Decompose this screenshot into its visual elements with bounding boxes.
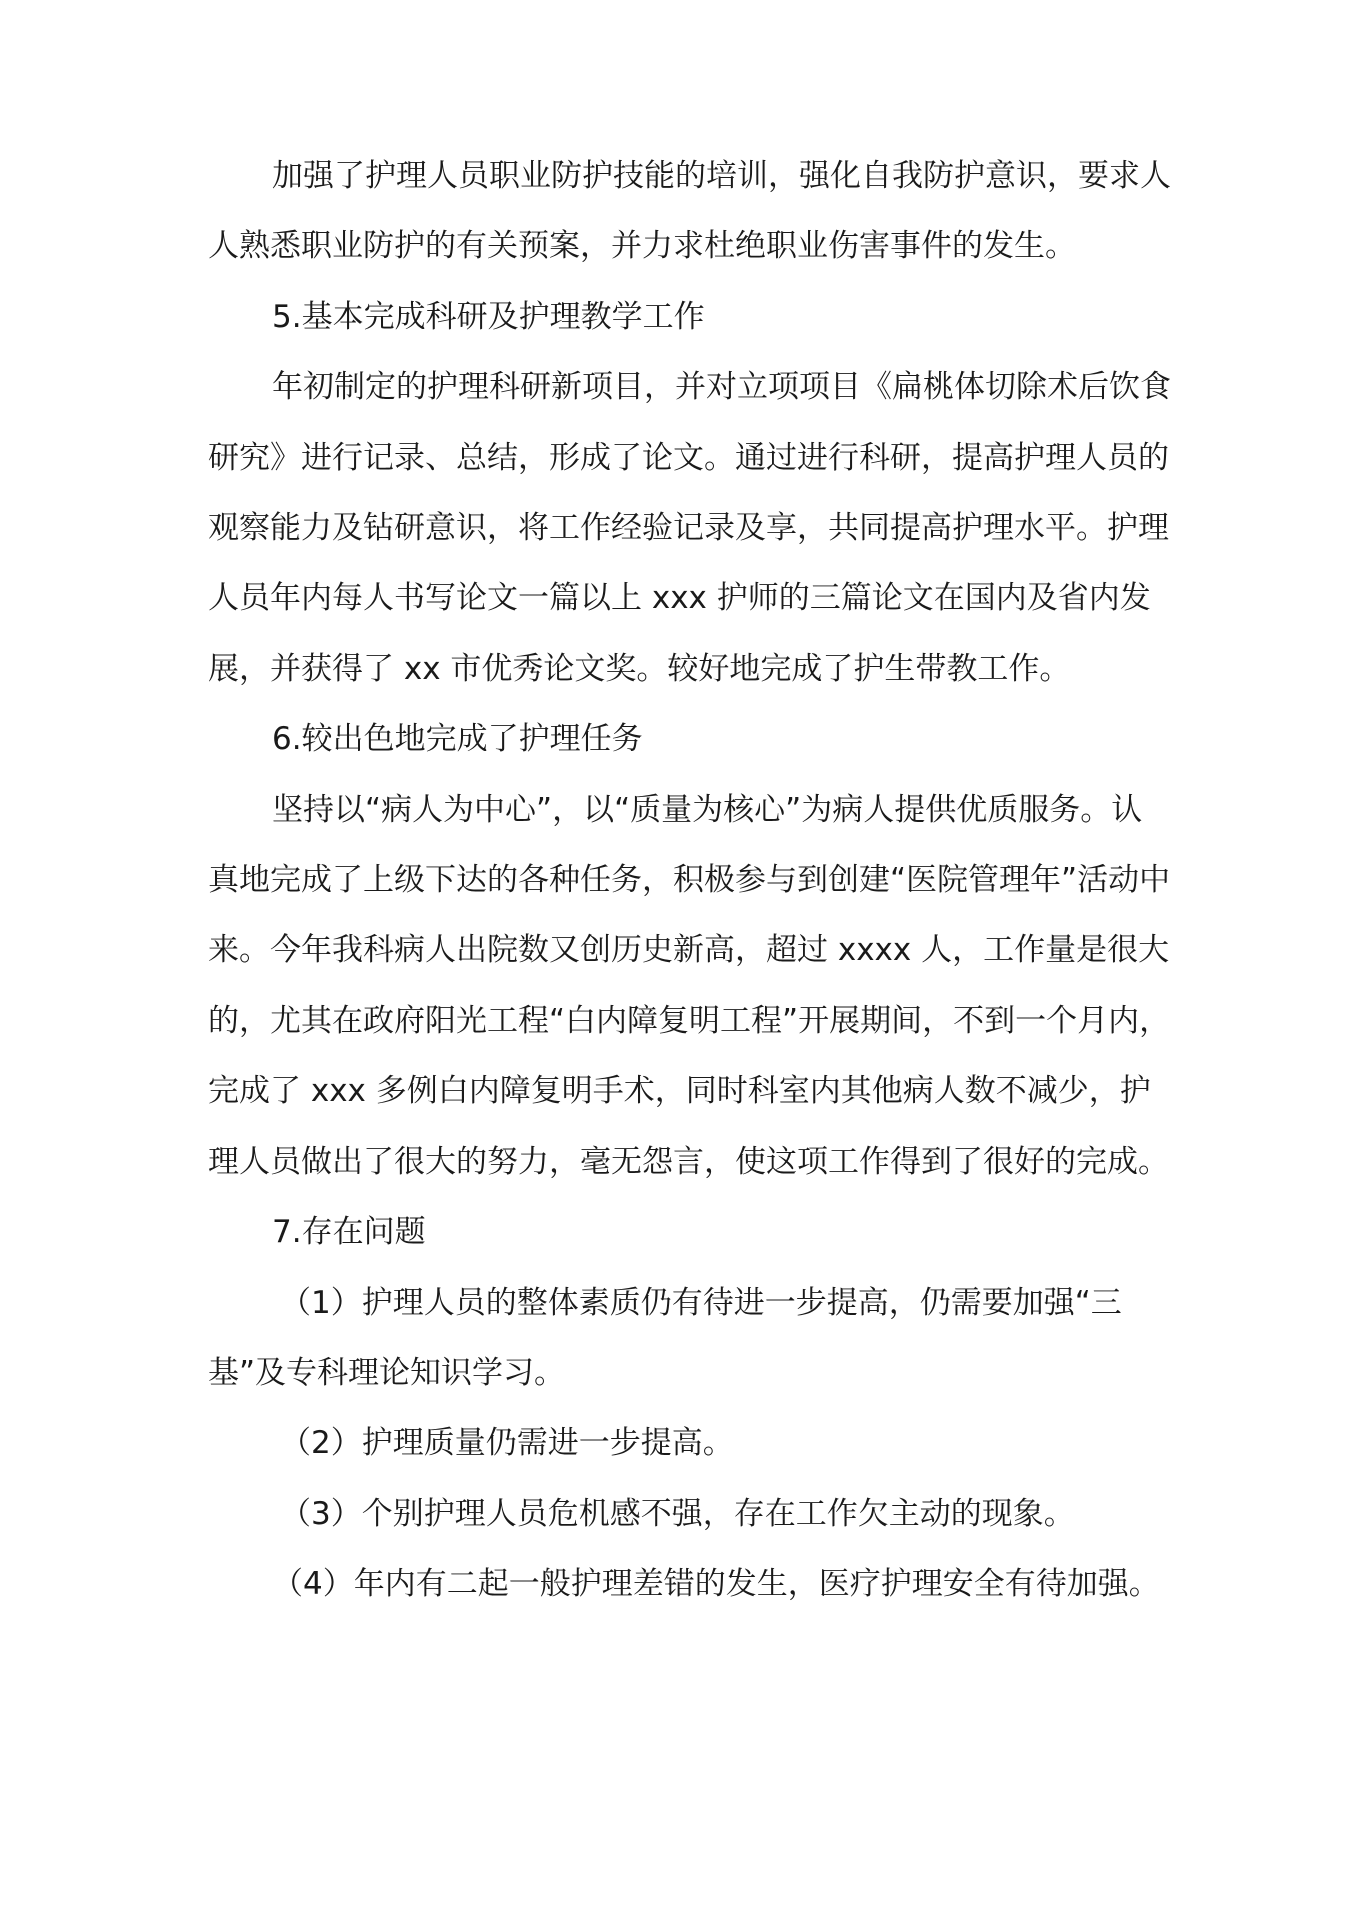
heading-nursing-tasks: 6.较出色地完成了护理任务 [272,721,643,758]
paragraph-nursing-tasks: 坚持以“病人为中心”，以“质量为核心”为病人提供优质服务。认真地完成了上级下达的各种任务，积极参与到创建“医院管理年”活动中来。今年我科病人出院数又创历史新高，超过 xxxx 人，工作量是很大的，尤其在政府阳光工程“白内障复明工程”开展期间，不到一个月内，完成了 xxx 多例白内障复明手术，同时科室内其他病人数不减少，护理人员做出了很大的努力，毫无怨言，使这项工作得到了很好的完成。 [208,791,1171,1180]
problem-item-4: （4）年内有二起一般护理差错的发生，医疗护理安全有待加强。 [272,1566,1160,1603]
paragraph-research-teaching: 年初制定的护理科研新项目，并对立项项目《扁桃体切除术后饮食研究》进行记录、总结，形成了论文。通过进行科研，提高护理人员的观察能力及钻研意识，将工作经验记录及享，共同提高护理水平。护理人员年内每人书写论文一篇以上 xxx 护师的三篇论文在国内及省内发展，并获得了 xx 市优秀论文奖。较好地完成了护生带教工作。 [208,369,1171,687]
heading-research-teaching: 5.基本完成科研及护理教学工作 [272,298,705,335]
heading-existing-problems: 7.存在问题 [272,1214,426,1251]
problem-item-3: （3）个别护理人员危机感不强，存在工作欠主动的现象。 [280,1495,1075,1532]
problem-item-1: （1）护理人员的整体素质仍有待进一步提高，仍需要加强“三基”及专科理论知识学习。 [208,1284,1122,1391]
problem-item-2: （2）护理质量仍需进一步提高。 [280,1425,734,1462]
paragraph-occupational-protection: 加强了护理人员职业防护技能的培训，强化自我防护意识，要求人人熟悉职业防护的有关预案，并力求杜绝职业伤害事件的发生。 [208,158,1171,265]
document-body [208,141,1173,1620]
